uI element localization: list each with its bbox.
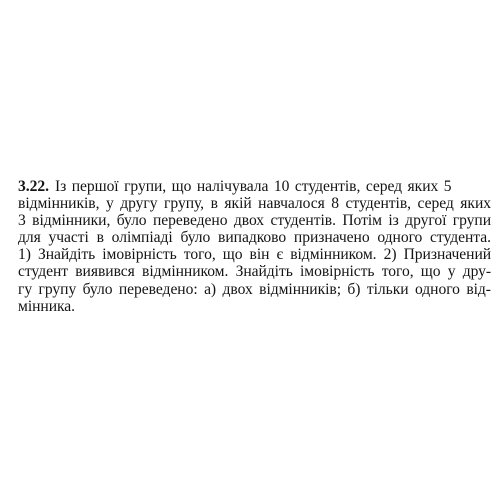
problem-line-7: гу групу було переведено: а) двох відмінників; б) тільки одного від- <box>18 280 491 298</box>
problem-line-3: 3 відмінники, було переведено двох студентів. Потім із другої групи <box>18 212 491 230</box>
problem-line-1-text: Із першої групи, що налічувала 10 студентів, серед яких 5 <box>54 178 452 195</box>
problem-line-1-content <box>18 178 451 195</box>
problem-line-6: студент виявився відмінником. Знайдіть імовірність того, що у дру- <box>18 263 492 281</box>
problem-line-5: 1) Знайдіть імовірність того, що він є відмінником. 2) Призначений <box>18 246 492 264</box>
problem-line-4: для участі в олімпіаді було випадково призначено одного студента. <box>18 229 491 247</box>
problem-line-1 <box>18 178 491 195</box>
problem-text <box>18 178 491 315</box>
problem-line-2: відмінників, у другу групу, в якій навчалося 8 студентів, серед яких <box>18 195 491 213</box>
problem-number: 3.22. <box>18 178 49 195</box>
problem-line-8: мінника. <box>18 297 75 315</box>
